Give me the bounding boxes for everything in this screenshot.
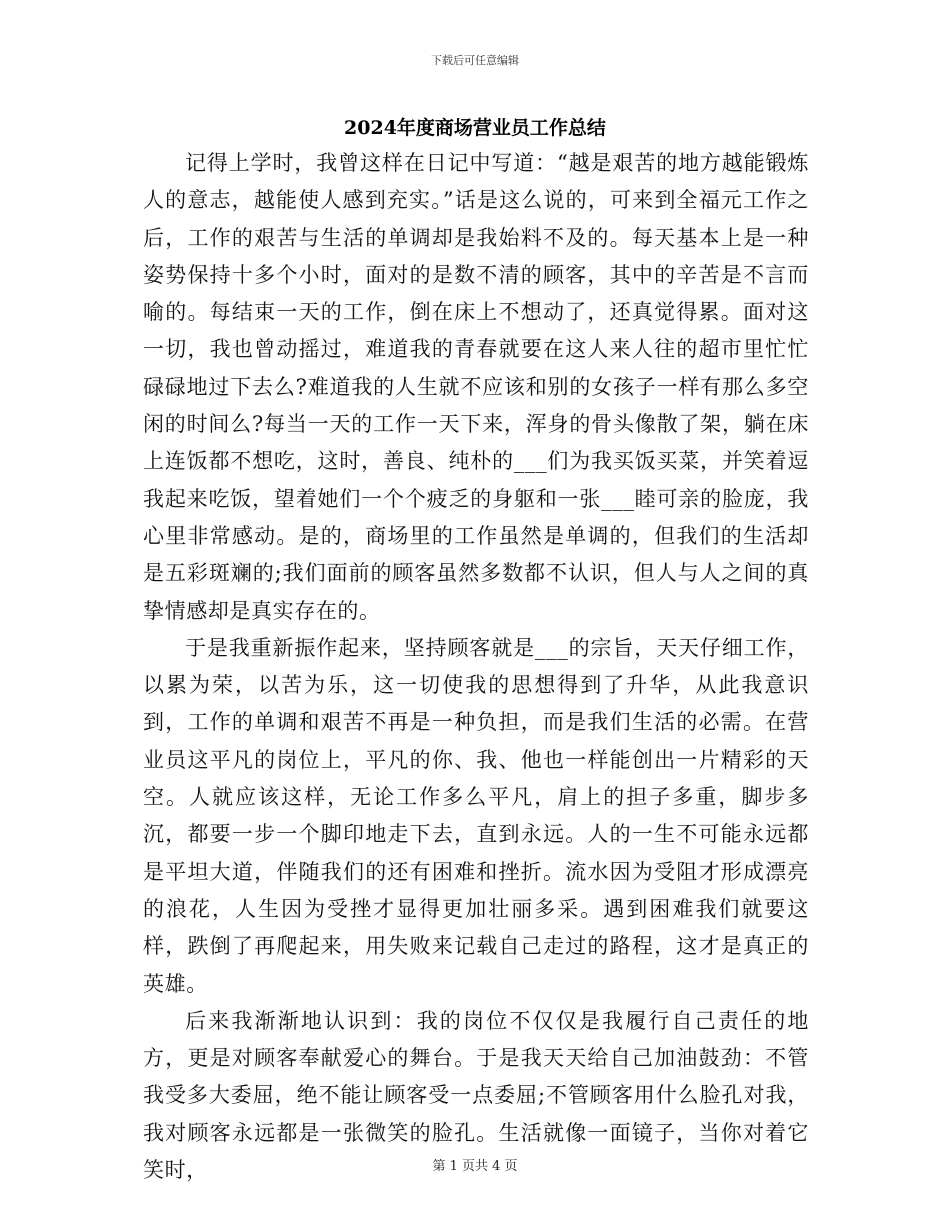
page-header-note: 下载后可任意编辑 [431, 54, 519, 67]
paragraph-2: 于是我重新振作起来，坚持顾客就是___的宗旨，天天仔细工作，以累为荣，以苦为乐，这一切使我的思想得到了升华，从此我意识到，工作的单调和艰苦不再是一种负担，而是我们生活的必需。在营业员这平凡的岗位上，平凡的你、我、他也一样能创出一片精彩的天空。人就应该这样，无论工作多么平凡，肩上的担子多重，脚步多沉，都要一步一个脚印地走下去，直到永远。人的一生不可能永远都是平坦大道，伴随我们的还有困难和挫折。流水因为受阻才形成漂亮的浪花，人生因为受挫才显得更加壮丽多采。遇到困难我们就要这样，跌倒了再爬起来，用失败来记载自己走过的路程，这才是真正的英雄。 [143, 635, 809, 996]
paragraph-3: 后来我渐渐地认识到：我的岗位不仅仅是我履行自己责任的地方，更是对顾客奉献爱心的舞台。于是我天天给自己加油鼓劲：不管我受多大委屈，绝不能让顾客受一点委屈;不管顾客用什么脸孔对我，我对顾客永远都是一张微笑的脸孔。生活就像一面镜子，当你对着它笑时， [143, 1008, 809, 1183]
page-number: 第 1 页共 4 页 [432, 1159, 518, 1174]
paragraph-1: 记得上学时，我曾这样在日记中写道：“越是艰苦的地方越能锻炼人的意志，越能使人感到充实。”话是这么说的，可来到全福元工作之后，工作的艰苦与生活的单调却是我始料不及的。每天基本上是一种姿势保持十多个小时，面对的是数不清的顾客，其中的辛苦是不言而喻的。每结束一天的工作，倒在床上不想动了，还真觉得累。面对这一切，我也曾动摇过，难道我的青春就要在这人来人往的超市里忙忙碌碌地过下去么?难道我的人生就不应该和别的女孩子一样有那么多空闲的时间么?每当一天的工作一天下来，浑身的骨头像散了架，躺在床上连饭都不想吃，这时，善良、纯朴的___们为我买饭买菜，并笑着逗我起来吃饭，望着她们一个个疲乏的身躯和一张___睦可亲的脸庞，我心里非常感动。是的，商场里的工作虽然是单调的，但我们的生活却是五彩斑斓的;我们面前的顾客虽然多数都不认识，但人与人之间的真挚情感却是真实存在的。 [143, 151, 809, 623]
document-body [143, 145, 809, 1189]
document-title: 2024年度商场营业员工作总结 [344, 117, 606, 139]
